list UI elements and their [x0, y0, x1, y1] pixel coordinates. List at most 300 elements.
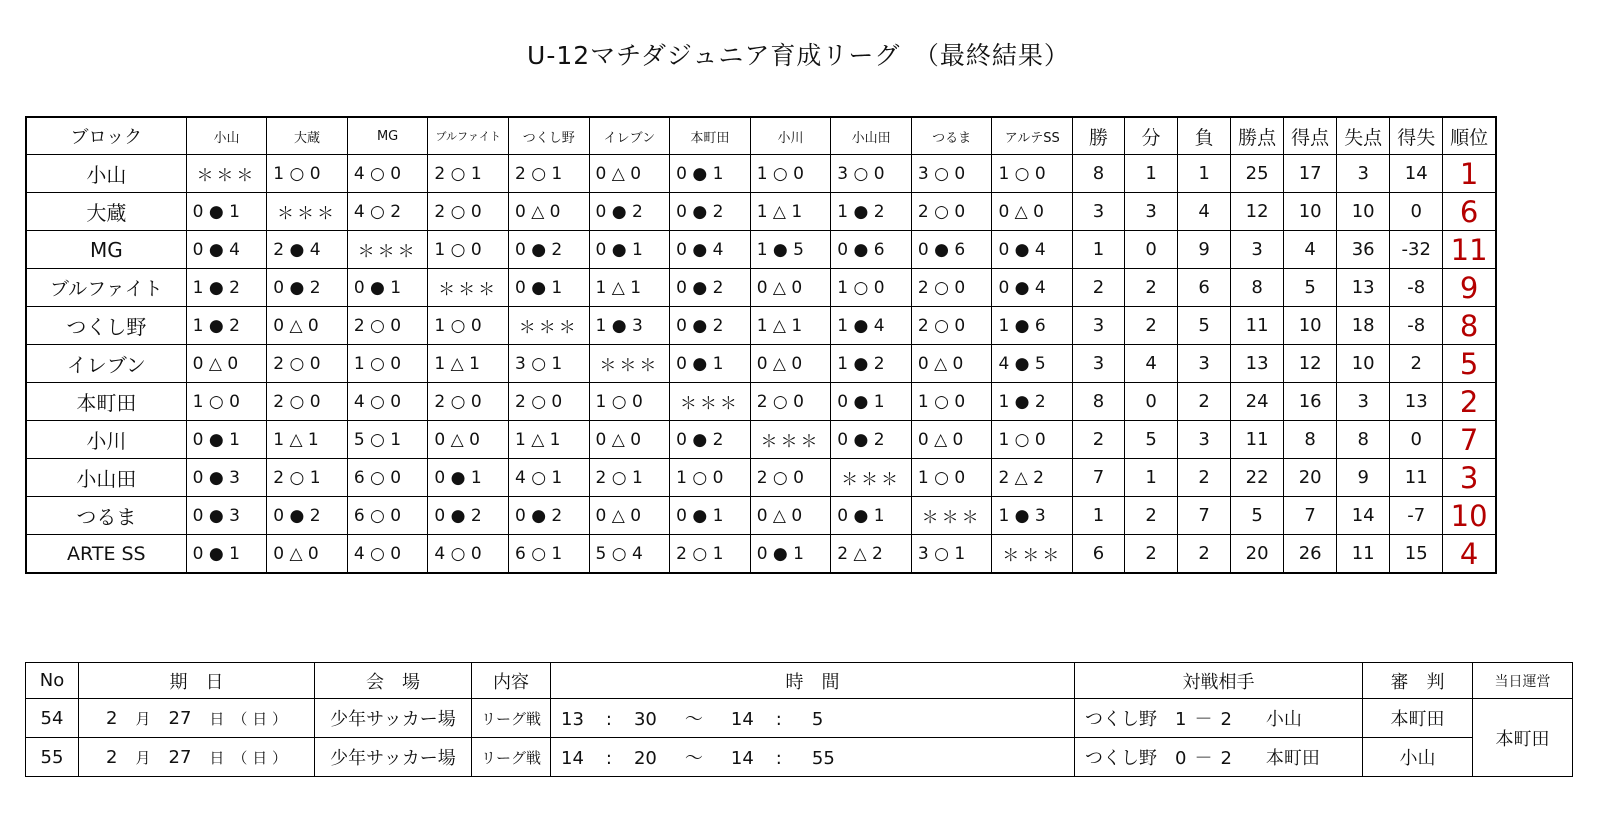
match-result-cell: 0 ● 4 [186, 231, 267, 269]
stat-value: 7 [1073, 459, 1125, 497]
rank-value: 9 [1443, 269, 1496, 307]
time-start-hour: 13 [561, 709, 584, 730]
rank-value: 4 [1443, 535, 1496, 574]
match-opponents [1075, 699, 1363, 738]
stat-value: 2 [1390, 345, 1443, 383]
match-result-cell: 1 △ 1 [428, 345, 509, 383]
match-result-cell: 2 ○ 0 [911, 193, 992, 231]
match-result-cell: 1 ● 6 [992, 307, 1073, 345]
match-result-cell: 2 ○ 1 [508, 155, 589, 193]
match-result-cell: ＊＊＊ [267, 193, 348, 231]
stat-value: 1 [1073, 231, 1125, 269]
match-result-cell: 0 ● 4 [992, 231, 1073, 269]
match-result-cell: 2 ○ 0 [428, 193, 509, 231]
stat-value: 0 [1390, 193, 1443, 231]
match-result-cell: 0 ● 2 [670, 421, 751, 459]
match-venue: 少年サッカー場 [315, 699, 472, 738]
date-month-unit: 月 [135, 709, 151, 728]
stat-value: 3 [1178, 345, 1231, 383]
league-row [26, 497, 1496, 535]
team-column-header: 本町田 [670, 117, 751, 155]
away-score: 2 [1220, 748, 1232, 769]
match-result-cell: ＊＊＊ [428, 269, 509, 307]
match-result-cell: 1 △ 1 [750, 307, 831, 345]
match-result-cell: 1 ● 4 [831, 307, 912, 345]
match-result-cell: 3 ○ 0 [831, 155, 912, 193]
away-team: 本町田 [1265, 748, 1320, 769]
match-result-cell: 0 △ 0 [508, 193, 589, 231]
match-result-cell: ＊＊＊ [831, 459, 912, 497]
stat-value: 1 [1125, 459, 1178, 497]
match-result-cell: 2 ○ 0 [428, 383, 509, 421]
sched-header-referee: 審 判 [1363, 663, 1473, 699]
match-result-cell: 1 ○ 0 [267, 155, 348, 193]
stat-value: 9 [1178, 231, 1231, 269]
team-column-header: 小川 [750, 117, 831, 155]
date-weekday: （ 日 ） [232, 748, 287, 767]
stat-value: 14 [1337, 497, 1390, 535]
stat-value: 2 [1125, 497, 1178, 535]
time-end-minute: 55 [811, 748, 835, 769]
stat-column-header: 負 [1178, 117, 1231, 155]
match-result-cell: 2 ○ 0 [267, 345, 348, 383]
team-name: 大蔵 [26, 193, 186, 231]
match-result-cell: ＊＊＊ [992, 535, 1073, 574]
page-title: U-12マチダジュニア育成リーグ （最終結果） [527, 41, 1070, 70]
team-name: イレブン [26, 345, 186, 383]
schedule-row [26, 699, 1573, 738]
match-result-cell: 0 △ 0 [267, 307, 348, 345]
match-result-cell: 5 ○ 1 [347, 421, 428, 459]
sched-header-venue: 会 場 [315, 663, 472, 699]
match-result-cell: 0 ● 3 [186, 459, 267, 497]
league-row [26, 383, 1496, 421]
league-row [26, 155, 1496, 193]
stat-value: 2 [1178, 535, 1231, 574]
match-result-cell: 1 ○ 0 [911, 459, 992, 497]
stat-value: 3 [1073, 345, 1125, 383]
sched-header-date: 期 日 [79, 663, 315, 699]
league-row [26, 231, 1496, 269]
stat-value: 5 [1178, 307, 1231, 345]
match-result-cell: 1 ● 3 [589, 307, 670, 345]
match-result-cell: 0 △ 0 [186, 345, 267, 383]
match-result-cell: 0 ● 2 [428, 497, 509, 535]
match-result-cell: 1 △ 1 [589, 269, 670, 307]
stat-value: 22 [1231, 459, 1284, 497]
stat-value: 5 [1231, 497, 1284, 535]
stat-value: 6 [1178, 269, 1231, 307]
match-result-cell: 2 ○ 0 [508, 383, 589, 421]
rank-value: 3 [1443, 459, 1496, 497]
match-result-cell: 2 △ 2 [992, 459, 1073, 497]
schedule-row [26, 738, 1573, 777]
stat-value: 3 [1337, 383, 1390, 421]
stat-value: 2 [1178, 459, 1231, 497]
stat-value: 12 [1284, 345, 1337, 383]
match-result-cell: 0 △ 0 [589, 421, 670, 459]
team-name: つるま [26, 497, 186, 535]
team-column-header: MG [347, 117, 428, 155]
match-result-cell: 1 △ 1 [508, 421, 589, 459]
stat-value: 13 [1337, 269, 1390, 307]
match-result-cell: 0 ● 2 [508, 231, 589, 269]
team-name: ブルファイト [26, 269, 186, 307]
league-row [26, 345, 1496, 383]
team-name: ARTE SS [26, 535, 186, 574]
away-team: 小山 [1265, 709, 1302, 730]
match-result-cell: 0 ● 4 [992, 269, 1073, 307]
date-day-unit: 日 [209, 709, 225, 728]
stat-value: 12 [1231, 193, 1284, 231]
team-column-header: 大蔵 [267, 117, 348, 155]
match-result-cell: 1 ○ 0 [589, 383, 670, 421]
stat-value: 16 [1284, 383, 1337, 421]
stat-value: 2 [1125, 307, 1178, 345]
stat-value: 8 [1231, 269, 1284, 307]
stat-value: 2 [1073, 421, 1125, 459]
match-result-cell: 1 ○ 0 [831, 269, 912, 307]
stat-value: 5 [1125, 421, 1178, 459]
match-content: リーグ戦 [472, 738, 551, 777]
date-day: 27 [168, 746, 192, 768]
sched-header-time: 時 間 [551, 663, 1075, 699]
match-result-cell: 2 ○ 0 [347, 307, 428, 345]
stat-value: 8 [1073, 155, 1125, 193]
match-result-cell: 1 ○ 0 [911, 383, 992, 421]
team-name: 小山田 [26, 459, 186, 497]
match-referee: 本町田 [1363, 699, 1473, 738]
stat-value: 2 [1125, 269, 1178, 307]
match-result-cell: 0 ● 1 [831, 497, 912, 535]
match-result-cell: 2 ○ 0 [911, 307, 992, 345]
stat-value: 26 [1284, 535, 1337, 574]
team-column-header: つるま [911, 117, 992, 155]
stat-value: 6 [1073, 535, 1125, 574]
stat-value: 8 [1284, 421, 1337, 459]
stat-value: 4 [1284, 231, 1337, 269]
match-result-cell: 2 ○ 0 [750, 383, 831, 421]
stat-value: 1 [1073, 497, 1125, 535]
match-result-cell: 0 ● 1 [670, 155, 751, 193]
match-result-cell: 0 ● 4 [670, 231, 751, 269]
team-column-header: 小山田 [831, 117, 912, 155]
stat-value: 10 [1337, 193, 1390, 231]
match-result-cell: 0 ● 1 [186, 193, 267, 231]
league-row [26, 535, 1496, 574]
stat-value: 13 [1231, 345, 1284, 383]
team-column-header: つくし野 [508, 117, 589, 155]
match-result-cell: 2 ○ 0 [267, 383, 348, 421]
match-result-cell: ＊＊＊ [911, 497, 992, 535]
match-result-cell: 4 ○ 1 [508, 459, 589, 497]
rank-value: 1 [1443, 155, 1496, 193]
match-result-cell: 0 ● 6 [831, 231, 912, 269]
team-name: MG [26, 231, 186, 269]
team-name: 小山 [26, 155, 186, 193]
match-result-cell: 4 ○ 0 [428, 535, 509, 574]
time-start-minute: 20 [633, 748, 657, 769]
stat-value: 7 [1284, 497, 1337, 535]
match-date [79, 738, 315, 777]
match-result-cell: 2 ○ 0 [911, 269, 992, 307]
match-result-cell: 0 △ 0 [911, 421, 992, 459]
time-tilde: ～ [684, 709, 703, 730]
match-result-cell: 1 ● 2 [186, 307, 267, 345]
league-row [26, 193, 1496, 231]
match-result-cell: 2 ○ 1 [670, 535, 751, 574]
match-result-cell: 0 ● 6 [911, 231, 992, 269]
score-dash: － [1194, 709, 1213, 730]
date-month-unit: 月 [135, 748, 151, 767]
match-result-cell: 1 △ 1 [750, 193, 831, 231]
match-result-cell: 0 ● 2 [267, 497, 348, 535]
match-result-cell: 0 ● 1 [428, 459, 509, 497]
match-result-cell: 0 ● 2 [267, 269, 348, 307]
score-dash: － [1194, 748, 1213, 769]
match-result-cell: 0 △ 0 [428, 421, 509, 459]
sched-header-management: 当日運営 [1473, 663, 1573, 699]
match-time: 13 : 30 ～ 14 : 5 [551, 699, 1075, 738]
rank-value: 7 [1443, 421, 1496, 459]
match-result-cell: ＊＊＊ [186, 155, 267, 193]
stat-value: 11 [1231, 421, 1284, 459]
match-result-cell: 0 △ 0 [267, 535, 348, 574]
stat-value: 24 [1231, 383, 1284, 421]
stat-value: 17 [1284, 155, 1337, 193]
time-tilde: ～ [684, 748, 703, 769]
stat-value: 13 [1390, 383, 1443, 421]
match-content: リーグ戦 [472, 699, 551, 738]
league-header-row [26, 117, 1496, 155]
match-result-cell: 0 ● 1 [508, 269, 589, 307]
match-result-cell: 0 ● 2 [670, 193, 751, 231]
match-result-cell: 6 ○ 1 [508, 535, 589, 574]
stat-column-header: 勝点 [1231, 117, 1284, 155]
match-result-cell: 1 ● 3 [992, 497, 1073, 535]
match-result-cell: 1 ● 2 [992, 383, 1073, 421]
match-result-cell: 6 ○ 0 [347, 497, 428, 535]
league-row [26, 307, 1496, 345]
match-result-cell: 3 ○ 1 [508, 345, 589, 383]
stat-value: 1 [1125, 155, 1178, 193]
stat-value: 10 [1284, 307, 1337, 345]
stat-value: 20 [1284, 459, 1337, 497]
stat-column-header: 得失 [1390, 117, 1443, 155]
stat-value: 3 [1178, 421, 1231, 459]
rank-value: 2 [1443, 383, 1496, 421]
match-result-cell: ＊＊＊ [670, 383, 751, 421]
league-table [25, 116, 1497, 574]
stat-value: 11 [1337, 535, 1390, 574]
stat-value: 4 [1178, 193, 1231, 231]
match-result-cell: ＊＊＊ [589, 345, 670, 383]
stat-value: 1 [1178, 155, 1231, 193]
stat-value: 10 [1284, 193, 1337, 231]
stat-value: 15 [1390, 535, 1443, 574]
stat-value: 11 [1390, 459, 1443, 497]
time-end-hour: 14 [730, 709, 754, 730]
match-result-cell: 0 △ 0 [750, 345, 831, 383]
date-weekday: （ 日 ） [232, 709, 287, 728]
stat-value: 36 [1337, 231, 1390, 269]
team-name: つくし野 [26, 307, 186, 345]
match-time: 14 : 20 ～ 14 : 55 [551, 738, 1075, 777]
match-result-cell: 0 ● 2 [589, 193, 670, 231]
team-column-header: アルテSS [992, 117, 1073, 155]
match-result-cell: 0 ● 1 [750, 535, 831, 574]
schedule-table [25, 662, 1573, 777]
match-result-cell: 4 ○ 0 [347, 535, 428, 574]
stat-value: 3 [1125, 193, 1178, 231]
date-month: 2 [106, 707, 118, 729]
match-result-cell: 0 △ 0 [750, 497, 831, 535]
stat-value: -7 [1390, 497, 1443, 535]
stat-value: 9 [1337, 459, 1390, 497]
match-referee: 小山 [1363, 738, 1473, 777]
stat-value: 8 [1073, 383, 1125, 421]
match-result-cell: 2 ○ 0 [750, 459, 831, 497]
match-result-cell: 2 ○ 1 [267, 459, 348, 497]
match-result-cell: 0 △ 0 [589, 155, 670, 193]
team-name: 本町田 [26, 383, 186, 421]
date-day-unit: 日 [209, 748, 225, 767]
match-result-cell: 0 ● 2 [670, 269, 751, 307]
match-result-cell: 0 ● 1 [670, 345, 751, 383]
team-column-header: イレブン [589, 117, 670, 155]
stat-value: 11 [1231, 307, 1284, 345]
stat-column-header: 失点 [1337, 117, 1390, 155]
home-team: つくし野 [1085, 709, 1157, 730]
stat-value: -8 [1390, 269, 1443, 307]
match-result-cell: 1 ○ 0 [186, 383, 267, 421]
sched-header-no: No [26, 663, 79, 699]
match-result-cell: 2 △ 2 [831, 535, 912, 574]
match-result-cell: ＊＊＊ [750, 421, 831, 459]
match-result-cell: 0 △ 0 [992, 193, 1073, 231]
match-result-cell: 1 ○ 0 [670, 459, 751, 497]
match-management: 本町田 [1473, 699, 1573, 777]
match-result-cell: 0 ● 1 [670, 497, 751, 535]
match-result-cell: 1 ○ 0 [750, 155, 831, 193]
match-result-cell: 0 ● 2 [508, 497, 589, 535]
team-name: 小川 [26, 421, 186, 459]
league-row [26, 421, 1496, 459]
match-result-cell: ＊＊＊ [347, 231, 428, 269]
team-column-header: ブルファイト [428, 117, 509, 155]
match-no: 54 [26, 699, 79, 738]
match-result-cell: 1 ● 5 [750, 231, 831, 269]
match-result-cell: 2 ○ 1 [589, 459, 670, 497]
match-result-cell: 0 ● 1 [831, 383, 912, 421]
stat-value: 0 [1125, 383, 1178, 421]
stat-value: 3 [1073, 307, 1125, 345]
stat-value: 4 [1125, 345, 1178, 383]
stat-value: 3 [1337, 155, 1390, 193]
match-result-cell: 6 ○ 0 [347, 459, 428, 497]
stat-value: 14 [1390, 155, 1443, 193]
match-result-cell: 0 ● 2 [831, 421, 912, 459]
stat-value: 0 [1125, 231, 1178, 269]
time-end-hour: 14 [730, 748, 754, 769]
stat-column-header: 分 [1125, 117, 1178, 155]
date-day: 27 [168, 707, 192, 729]
match-result-cell: 1 ○ 0 [992, 155, 1073, 193]
home-team: つくし野 [1085, 748, 1157, 769]
match-result-cell: 1 ○ 0 [428, 231, 509, 269]
rank-value: 8 [1443, 307, 1496, 345]
stat-value: 5 [1284, 269, 1337, 307]
match-result-cell: 1 ○ 0 [428, 307, 509, 345]
match-result-cell: 0 ● 1 [347, 269, 428, 307]
match-result-cell: 1 ● 2 [186, 269, 267, 307]
stat-value: 20 [1231, 535, 1284, 574]
match-no: 55 [26, 738, 79, 777]
time-end-minute: 5 [811, 709, 824, 730]
rank-value: 10 [1443, 497, 1496, 535]
match-result-cell: 0 ● 2 [670, 307, 751, 345]
match-result-cell: 0 ● 1 [589, 231, 670, 269]
schedule-header-row [26, 663, 1573, 699]
stat-value: -8 [1390, 307, 1443, 345]
league-row [26, 269, 1496, 307]
sched-header-content: 内容 [472, 663, 551, 699]
stat-column-header: 勝 [1073, 117, 1125, 155]
block-header: ブロック [26, 117, 186, 155]
match-result-cell: 4 ○ 0 [347, 383, 428, 421]
match-result-cell: 3 ○ 0 [911, 155, 992, 193]
stat-value: 3 [1073, 193, 1125, 231]
date-month: 2 [106, 746, 118, 768]
stat-column-header: 順位 [1443, 117, 1496, 155]
rank-value: 6 [1443, 193, 1496, 231]
time-start-hour: 14 [561, 748, 584, 769]
match-result-cell: 2 ● 4 [267, 231, 348, 269]
match-result-cell: 0 △ 0 [589, 497, 670, 535]
stat-value: 0 [1390, 421, 1443, 459]
match-result-cell: 0 ● 3 [186, 497, 267, 535]
match-result-cell: 0 △ 0 [750, 269, 831, 307]
time-start-minute: 30 [633, 709, 657, 730]
rank-value: 5 [1443, 345, 1496, 383]
match-opponents [1075, 738, 1363, 777]
match-result-cell: 3 ○ 1 [911, 535, 992, 574]
match-date [79, 699, 315, 738]
match-result-cell: 0 ● 1 [186, 421, 267, 459]
stat-value: 8 [1337, 421, 1390, 459]
league-row [26, 459, 1496, 497]
match-result-cell: 1 ● 2 [831, 193, 912, 231]
rank-value: 11 [1443, 231, 1496, 269]
stat-value: 3 [1231, 231, 1284, 269]
stat-value: 7 [1178, 497, 1231, 535]
match-result-cell: 2 ○ 1 [428, 155, 509, 193]
stat-value: 2 [1125, 535, 1178, 574]
stat-value: -32 [1390, 231, 1443, 269]
match-result-cell: 4 ● 5 [992, 345, 1073, 383]
match-result-cell: 5 ○ 4 [589, 535, 670, 574]
match-result-cell: 1 ● 2 [831, 345, 912, 383]
match-result-cell: ＊＊＊ [508, 307, 589, 345]
stat-value: 25 [1231, 155, 1284, 193]
away-score: 2 [1220, 709, 1232, 730]
stat-value: 2 [1073, 269, 1125, 307]
stat-column-header: 得点 [1284, 117, 1337, 155]
stat-value: 10 [1337, 345, 1390, 383]
match-result-cell: 1 ○ 0 [347, 345, 428, 383]
stat-value: 2 [1178, 383, 1231, 421]
match-result-cell: 0 ● 1 [186, 535, 267, 574]
